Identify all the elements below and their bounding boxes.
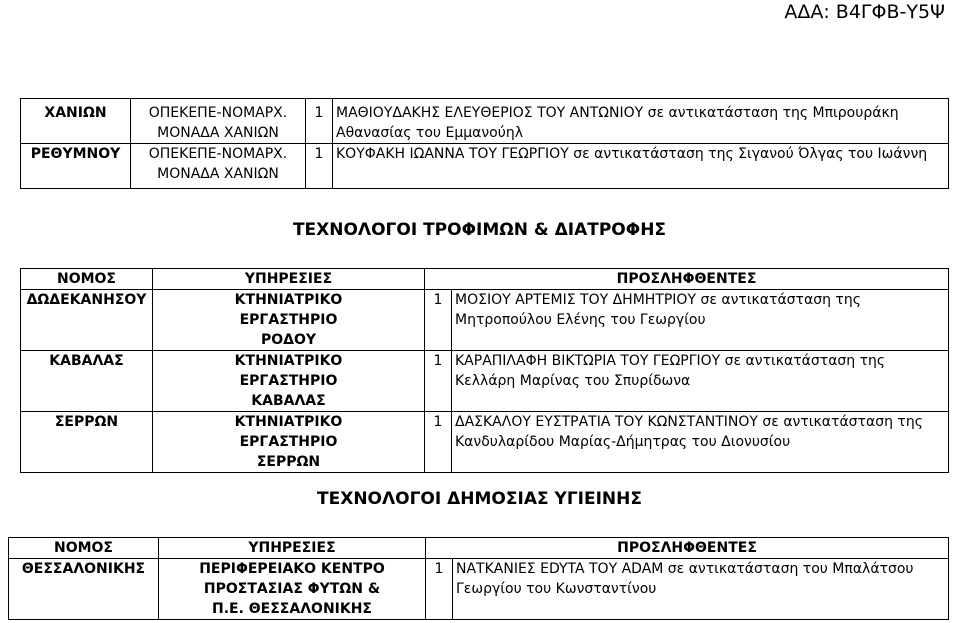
- number-cell: 1: [425, 412, 452, 473]
- header-proslifthentes: ΠΡΟΣΛΗΦΘΕΝΤΕΣ: [426, 538, 949, 559]
- person-cell: ΔΑΣΚΑΛΟΥ ΕΥΣΤΡΑΤΙΑ ΤΟΥ ΚΩΝΣΤΑΝΤΙΝΟΥ σε αντικατάσταση της Κανδυλαρίδου Μαρίας-Δήμητρας του Διονυσίου: [452, 412, 949, 473]
- section-title: ΤΕΧΝΟΛΟΓΟΙ ΤΡΟΦΙΜΩΝ & ΔΙΑΤΡΟΦΗΣ: [292, 220, 667, 240]
- appointments-table-public-health-technologists: [8, 537, 949, 620]
- number-cell: 1: [306, 144, 333, 189]
- nomos-cell: ΧΑΝΙΩΝ: [21, 99, 131, 144]
- ypiresia-cell: ΚΤΗΝΙΑΤΡΙΚΟ ΕΡΓΑΣΤΗΡΙΟ ΡΟΔΟΥ: [153, 290, 425, 351]
- number-cell: 1: [425, 351, 452, 412]
- header-nomos: ΝΟΜΟΣ: [9, 538, 159, 559]
- number-cell: 1: [306, 99, 333, 144]
- appointments-table-food-technologists: [20, 268, 949, 473]
- ypiresia-cell: ΟΠΕΚΕΠΕ-ΝΟΜΑΡΧ. ΜΟΝΑΔΑ ΧΑΝΙΩΝ: [131, 144, 306, 189]
- ypiresia-cell: ΚΤΗΝΙΑΤΡΙΚΟ ΕΡΓΑΣΤΗΡΙΟ ΣΕΡΡΩΝ: [153, 412, 425, 473]
- person-cell: ΚΟΥΦΑΚΗ ΙΩΑΝΝΑ ΤΟΥ ΓΕΩΡΓΙΟΥ σε αντικατάσταση της Σιγανού Όλγας του Ιωάννη: [333, 144, 949, 189]
- ypiresia-cell: ΟΠΕΚΕΠΕ-ΝΟΜΑΡΧ. ΜΟΝΑΔΑ ΧΑΝΙΩΝ: [131, 99, 306, 144]
- nomos-cell: ΣΕΡΡΩΝ: [21, 412, 153, 473]
- header-ypiresies: ΥΠΗΡΕΣΙΕΣ: [159, 538, 426, 559]
- person-cell: ΜΑΘΙΟΥΔΑΚΗΣ ΕΛΕΥΘΕΡΙΟΣ ΤΟΥ ΑΝΤΩΝΙΟΥ σε αντικατάσταση της Μπιρουράκη Αθανασίας του Εμμανούηλ: [333, 99, 949, 144]
- nomos-cell: ΘΕΣΣΑΛΟΝΙΚΗΣ: [9, 559, 159, 620]
- table-row: [21, 290, 949, 351]
- ypiresia-cell: ΠΕΡΙΦΕΡΕΙΑΚΟ ΚΕΝΤΡΟ ΠΡΟΣΤΑΣΙΑΣ ΦΥΤΩΝ & Π.Ε. ΘΕΣΣΑΛΟΝΙΚΗΣ: [159, 559, 426, 620]
- table-header-row: [21, 269, 949, 290]
- table-row: [9, 559, 949, 620]
- table-header-row: [9, 538, 949, 559]
- person-cell: ΝΑΤΚΑΝΙΕΣ ΕDYTA ΤΟΥ ADAM σε αντικατάσταση του Μπαλάτσου Γεωργίου του Κωνσταντίνου: [453, 559, 949, 620]
- person-cell: ΜΟΣΙΟΥ ΑΡΤΕΜΙΣ ΤΟΥ ΔΗΜΗΤΡΙΟΥ σε αντικατάσταση της Μητροπούλου Ελένης του Γεωργίου: [452, 290, 949, 351]
- number-cell: 1: [425, 290, 452, 351]
- header-proslifthentes: ΠΡΟΣΛΗΦΘΕΝΤΕΣ: [425, 269, 949, 290]
- section-title: ΤΕΧΝΟΛΟΓΟΙ ΔΗΜΟΣΙΑΣ ΥΓΙΕΙΝΗΣ: [317, 489, 642, 509]
- number-cell: 1: [426, 559, 453, 620]
- appointments-table-1: [20, 98, 949, 189]
- table-row: [21, 351, 949, 412]
- table-row: [21, 99, 949, 144]
- header-ypiresies: ΥΠΗΡΕΣΙΕΣ: [153, 269, 425, 290]
- nomos-cell: ΡΕΘΥΜΝΟΥ: [21, 144, 131, 189]
- table-row: [21, 144, 949, 189]
- nomos-cell: ΚΑΒΑΛΑΣ: [21, 351, 153, 412]
- table-row: [21, 412, 949, 473]
- person-cell: ΚΑΡΑΠΙΛΑΦΗ ΒΙΚΤΩΡΙΑ ΤΟΥ ΓΕΩΡΓΙΟΥ σε αντικατάσταση της Κελλάρη Μαρίνας του Σπυρίδωνα: [452, 351, 949, 412]
- ypiresia-cell: ΚΤΗΝΙΑΤΡΙΚΟ ΕΡΓΑΣΤΗΡΙΟ ΚΑΒΑΛΑΣ: [153, 351, 425, 412]
- ada-code: ΑΔΑ: Β4ΓΦΒ-Υ5Ψ: [784, 1, 945, 23]
- nomos-cell: ΔΩΔΕΚΑΝΗΣΟΥ: [21, 290, 153, 351]
- header-nomos: ΝΟΜΟΣ: [21, 269, 153, 290]
